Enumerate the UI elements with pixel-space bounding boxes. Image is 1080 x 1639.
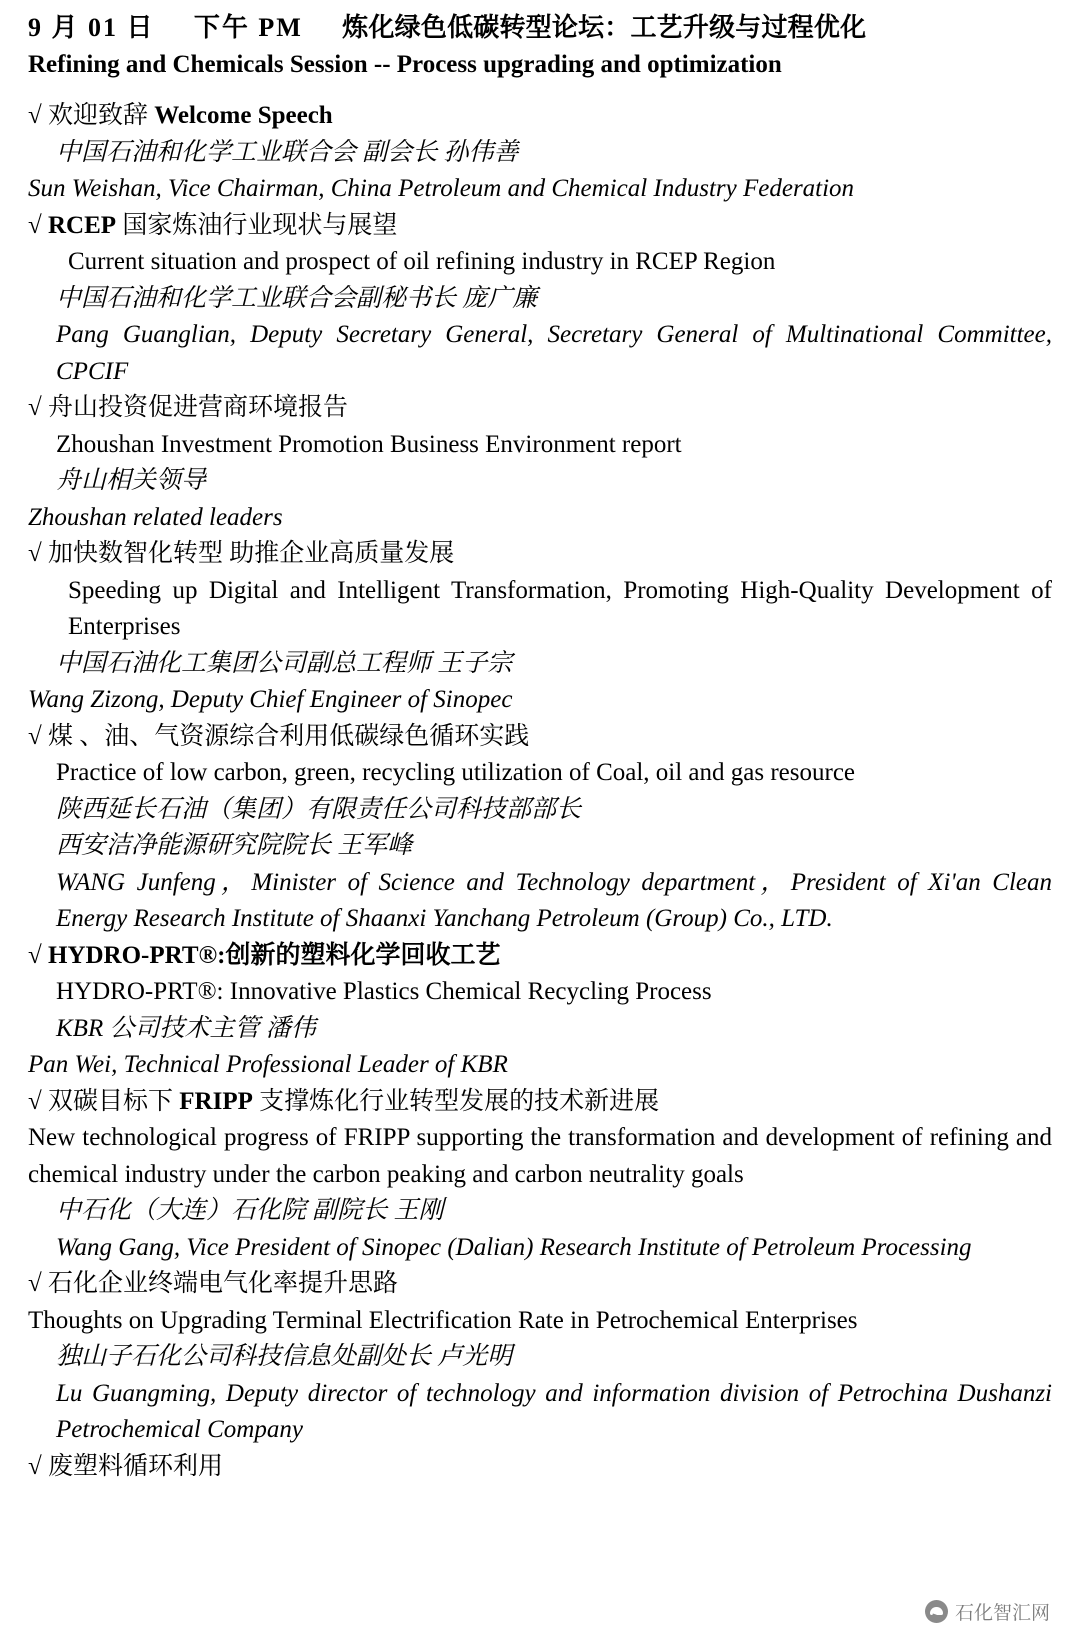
agenda-item-detail: 中国石油化工集团公司副总工程师 王子宗 [56, 649, 513, 677]
header-line-cn [28, 10, 1052, 47]
agenda-item-detail: Sun Weishan, Vice Chairman, China Petroleum and Chemical Industry Federation [28, 175, 855, 203]
agenda-item-title [28, 1449, 1052, 1486]
agenda-item-title [28, 536, 1052, 573]
agenda-item-detail: 中国石油和化学工业联合会副秘书长 庞广廉 [56, 284, 538, 312]
agenda-item-detail: Thoughts on Upgrading Terminal Electrification Rate in Petrochemical Enterprises [28, 1306, 858, 1334]
agenda-item-detail: Wang Gang, Vice President of Sinopec (Dalian) Research Institute of Petroleum Processing [56, 1233, 972, 1261]
agenda-item-detail: WANG Junfeng，Minister of Science and Technology department，President of Xi'an Clean Energy Research Institute of Shaanxi Yanchang Petroleum (Group) Co., LTD. [56, 868, 1052, 933]
agenda-item-title-text: 加快数智化转型 助推企业高质量发展 [48, 540, 455, 568]
agenda-item [28, 938, 1052, 1084]
agenda-item [28, 1449, 1052, 1486]
check-mark-icon: √ [28, 211, 42, 239]
agenda-item-detail: New technological progress of FRIPP supporting the transformation and development of refining and chemical industry under the carbon peaking and carbon neutrality goals [28, 1124, 1052, 1188]
agenda-item [28, 719, 1052, 938]
agenda-item-title-text: 舟山投资促进营商环境报告 [48, 394, 349, 422]
check-mark-icon: √ [28, 1087, 42, 1115]
agenda-item-detail: Zhoushan related leaders [28, 503, 283, 531]
agenda-item-title-text: RCEP 国家炼油行业现状与展望 [48, 211, 398, 239]
agenda-item [28, 1084, 1052, 1267]
agenda-list [28, 98, 1052, 1485]
agenda-item-detail: 独山子石化公司科技信息处副处长 卢光明 [56, 1343, 513, 1371]
agenda-item-detail: Zhoushan Investment Promotion Business Environment report [56, 430, 682, 458]
check-mark-icon: √ [28, 722, 42, 750]
agenda-item-title [28, 390, 1052, 427]
watermark-label: 石化智汇网 [954, 1603, 1050, 1624]
agenda-item [28, 390, 1052, 536]
agenda-item-detail: Pan Wei, Technical Professional Leader of KBR [28, 1051, 508, 1079]
agenda-item-detail: 西安洁净能源研究院院长 王军峰 [56, 832, 413, 860]
check-mark-icon: √ [28, 1452, 42, 1480]
agenda-item [28, 536, 1052, 719]
agenda-item-detail: Lu Guangming, Deputy director of technology and information division of Petrochina Dushanzi Petrochemical Company [56, 1379, 1052, 1444]
agenda-item-detail: Current situation and prospect of oil refining industry in RCEP Region [68, 248, 776, 276]
agenda-item-detail: Speeding up Digital and Intelligent Transformation, Promoting High-Quality Development of Enterprises [68, 576, 1052, 641]
agenda-item-title-text: 欢迎致辞 Welcome Speech [48, 102, 333, 130]
agenda-item-detail: Pang Guanglian, Deputy Secretary General, Secretary General of Multinational Committee, CPCIF [56, 321, 1052, 385]
agenda-item [28, 98, 1052, 208]
agenda-item-title-text: HYDRO-PRT®:创新的塑料化学回收工艺 [48, 941, 501, 969]
agenda-item [28, 1266, 1052, 1449]
agenda-item-detail: Wang Zizong, Deputy Chief Engineer of Sinopec [28, 686, 513, 714]
agenda-item-title-text: 煤 、油、气资源综合利用低碳绿色循环实践 [48, 722, 530, 750]
agenda-item-title [28, 719, 1052, 756]
agenda-item-title-text: 双碳目标下 FRIPP 支撑炼化行业转型发展的技术新进展 [48, 1087, 660, 1115]
check-mark-icon: √ [28, 941, 42, 969]
agenda-item-detail: 陕西延长石油（集团）有限责任公司科技部部长 [56, 795, 582, 823]
watermark [925, 1598, 1050, 1625]
agenda-item-title [28, 938, 1052, 975]
agenda-item-detail: Practice of low carbon, green, recycling utilization of Coal, oil and gas resource [56, 759, 856, 787]
agenda-item-title-text: 石化企业终端电气化率提升思路 [48, 1270, 399, 1298]
header-title-en: Refining and Chemicals Session -- Process upgrading and optimization [28, 50, 782, 78]
check-mark-icon: √ [28, 394, 42, 422]
agenda-item-title-text: 废塑料循环利用 [48, 1452, 224, 1480]
agenda-item-detail: HYDRO-PRT®: Innovative Plastics Chemical Recycling Process [56, 978, 712, 1006]
agenda-item-title [28, 1084, 1052, 1121]
header-title-cn: 炼化绿色低碳转型论坛：工艺升级与过程优化 [342, 13, 867, 42]
agenda-item-detail: 中石化（大连）石化院 副院长 王刚 [56, 1197, 444, 1225]
wechat-logo-icon [925, 1600, 948, 1623]
check-mark-icon: √ [28, 540, 42, 568]
header-ampm: 下午 PM [193, 13, 303, 42]
agenda-item-detail: 中国石油和化学工业联合会 副会长 孙伟善 [56, 138, 519, 166]
agenda-item-detail: 舟山相关领导 [56, 467, 207, 495]
agenda-item-detail: KBR 公司技术主管 潘伟 [56, 1014, 316, 1042]
agenda-item-title [28, 98, 1052, 135]
check-mark-icon: √ [28, 1270, 42, 1298]
agenda-item [28, 208, 1052, 391]
agenda-item-title [28, 1266, 1052, 1303]
header-date: 9 月 01 日 [28, 13, 155, 42]
agenda-item-title [28, 208, 1052, 245]
check-mark-icon: √ [28, 102, 42, 130]
